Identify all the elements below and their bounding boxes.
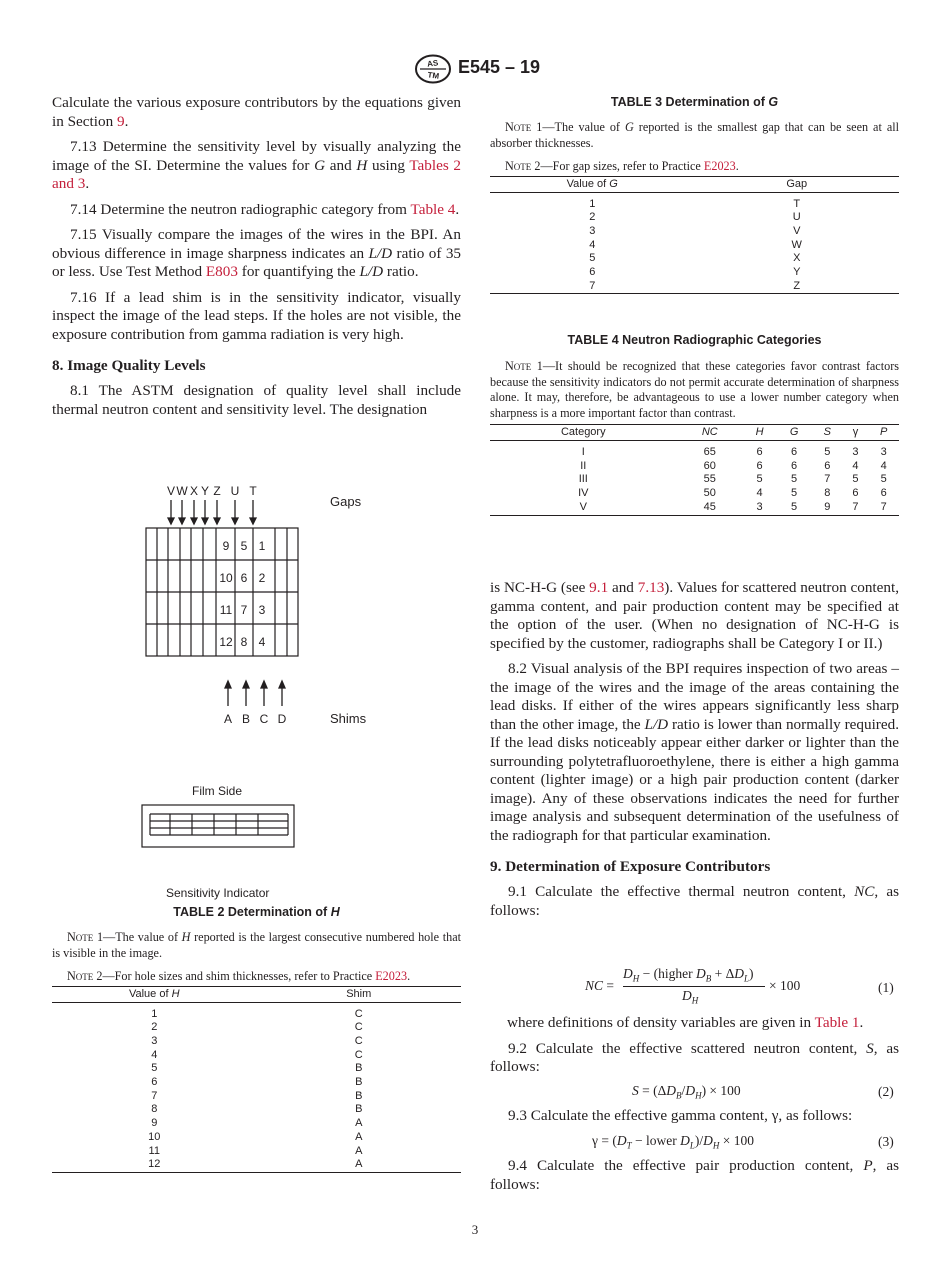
- table-row: [52, 1021, 461, 1035]
- table-header-row: [490, 425, 899, 441]
- table-row: [52, 1076, 461, 1090]
- table-4-body: [490, 441, 899, 516]
- gap-arrows: [168, 500, 256, 524]
- column-header: Shim: [257, 986, 462, 1002]
- table-cell: Z: [793, 279, 801, 292]
- e2023-link[interactable]: E2023: [703, 159, 736, 173]
- table-cell: 6: [824, 459, 831, 472]
- table-4-note-1: Note 1—It should be recognized that these categories favor contrast factors because the sensitivity indicators do not permit accurate determination of sharpness alone. It may, therefore, be advantageous to use a lower number category when sharpness is a more important factor than contrast.: [490, 359, 899, 420]
- table-4-link[interactable]: Table 4: [410, 200, 456, 218]
- table-cell: X: [793, 252, 801, 265]
- hole-number: 11: [219, 603, 233, 617]
- table-row: [490, 460, 899, 474]
- column-header: Category: [490, 425, 677, 441]
- column-header: γ: [843, 425, 869, 441]
- table-header-row: [52, 986, 461, 1002]
- e803-link[interactable]: E803: [205, 263, 238, 280]
- table-cell: 6: [791, 446, 798, 458]
- table-2-note-1: Note 1—The value of H reported is the largest consecutive numbered hole that is visible in the image.: [52, 930, 461, 960]
- table-cell: 60: [703, 459, 716, 472]
- hole-number: 6: [240, 571, 248, 585]
- table-row: [490, 252, 899, 266]
- astm-logo-icon: [414, 54, 452, 84]
- shims-label: Shims: [330, 711, 367, 726]
- hole-number: 1: [258, 539, 266, 553]
- table-cell: T: [793, 197, 801, 210]
- film-side-label: Film Side: [192, 784, 243, 798]
- table-3-body: [490, 192, 899, 294]
- paragraph-7-13: 7.13 Determine the sensitivity level by visually analyzing the image of the SI. Determine the values for G and H using Tables 2 and 3.: [52, 138, 461, 192]
- table-3-block: [490, 95, 899, 294]
- table-header-row: [490, 176, 899, 192]
- paragraph-7-14: 7.14 Determine the neutron radiographic category from Table 4.: [70, 200, 460, 218]
- gap-letter: X: [189, 484, 199, 498]
- table-cell: 5: [880, 473, 887, 486]
- table-cell: 4: [151, 1048, 158, 1061]
- table-cell: I: [581, 446, 585, 458]
- table-cell: B: [355, 1103, 363, 1116]
- table-cell: 3: [589, 224, 596, 237]
- paragraph-7-15: 7.15 Visually compare the images of the wires in the BPI. An obvious difference in image sharpness indicates an L/D ratio of 35 or less. Use Test Method E803 for quantifying the L/D ratio.: [52, 226, 462, 280]
- table-cell: 6: [756, 459, 763, 472]
- shim-letters: [224, 712, 287, 726]
- table-cell: 5: [791, 487, 798, 500]
- table-cell: 4: [852, 459, 859, 472]
- figure-caption: Sensitivity Indicator: [166, 886, 270, 900]
- equation-1: NC = $D_H$ − (higher $D_B + \Delta D_L$) $D_H$ × 100: [585, 966, 801, 1006]
- table-row: [490, 473, 899, 487]
- table-row: [52, 1131, 461, 1145]
- table-cell: 55: [703, 473, 716, 486]
- hole-number: 4: [258, 635, 266, 649]
- table-row: [52, 1049, 461, 1063]
- column-header: S: [812, 425, 843, 441]
- table-row: [490, 441, 899, 460]
- table-cell: 5: [151, 1062, 158, 1075]
- paragraph-7-16: 7.16 If a lead shim is in the sensitivity indicator, visually inspect the image of the lead steps. If the holes are not visible, the exposure contribution from gamma radiation is very high.: [52, 288, 461, 343]
- gap-letter: W: [176, 484, 188, 498]
- table-cell: 6: [151, 1076, 158, 1089]
- table-4-title: TABLE 4 Neutron Radiographic Categories: [567, 333, 822, 347]
- table-cell: W: [791, 238, 802, 251]
- paragraph-8-2: 8.2 Visual analysis of the BPI requires inspection of two areas – the image of the wires and the image of the areas containing the lead disks. If either of the wires appears significantly less sharp than the other image, the L/D ratio is lower than normally required. If the lead disks noticeably appear either darker or lighter than the surrounding polytetrafluoroethylene, there is either a high gamma content (lighter image) or a high pair production content (darker image). Any of these observations indicates the need for further image analysis and subsequent determination of the usefulness of the radiograph for that particular examination.: [490, 660, 899, 844]
- table-row: [52, 1090, 461, 1104]
- table-cell: 9: [151, 1117, 158, 1130]
- column-header: Gap: [695, 176, 900, 192]
- table-2-block: [52, 905, 461, 1173]
- column-header: G: [776, 425, 812, 441]
- table-cell: 11: [148, 1144, 160, 1157]
- table-cell: 45: [703, 500, 716, 513]
- section-8-heading: 8. Image Quality Levels: [52, 357, 206, 374]
- hole-number: 8: [240, 635, 248, 649]
- table-row: [490, 266, 899, 280]
- table-cell: 10: [148, 1130, 161, 1143]
- table-2: [52, 986, 461, 1173]
- paragraph-9-2: 9.2 Calculate the effective scattered neutron content, S, as follows:: [490, 1039, 899, 1075]
- document-designation: E545 – 19: [458, 57, 541, 77]
- hole-number: 9: [222, 539, 230, 553]
- section-7-13-link[interactable]: 7.13: [637, 579, 665, 596]
- table-row: [490, 225, 899, 239]
- table-cell: 5: [791, 500, 798, 513]
- sensitivity-indicator-figure: [140, 478, 400, 908]
- table-row: [490, 239, 899, 253]
- table-cell: 3: [852, 446, 859, 458]
- table-cell: A: [355, 1158, 363, 1171]
- table-cell: 4: [589, 238, 596, 251]
- table-2-note-2: Note 2—For hole sizes and shim thicknesses, refer to Practice E2023.: [67, 969, 411, 983]
- section-9-heading: 9. Determination of Exposure Contributors: [490, 858, 771, 875]
- table-cell: 6: [852, 487, 859, 500]
- table-cell: IV: [578, 487, 589, 500]
- table-2-body: [52, 1002, 461, 1172]
- tables-2-3-link[interactable]: Tables 2 and 3: [52, 156, 461, 192]
- paragraph-8-1: 8.1 The ASTM designation of quality level shall include thermal neutron content and sensitivity level. The designation: [52, 382, 461, 418]
- equation-2-number: (2): [878, 1084, 894, 1099]
- table-cell: 6: [756, 446, 763, 458]
- table-row: [52, 1117, 461, 1131]
- hole-number: 5: [240, 539, 248, 553]
- table-4-block: [490, 333, 899, 516]
- table-row: [490, 280, 899, 294]
- table-cell: 4: [880, 459, 887, 472]
- page-header: [0, 54, 950, 84]
- table-cell: A: [355, 1130, 363, 1143]
- table-cell: 5: [756, 473, 763, 486]
- svg-text:TM: TM: [426, 70, 440, 81]
- table-cell: C: [354, 1034, 363, 1047]
- hole-number: 10: [219, 571, 233, 585]
- hole-numbers: [219, 539, 265, 649]
- table-row: [490, 487, 899, 501]
- gap-letter: T: [249, 484, 257, 498]
- table-3-title: TABLE 3 Determination of G: [610, 95, 779, 109]
- table-row: [52, 1035, 461, 1049]
- equation-1-where: where definitions of density variables are given in Table 1. 9.2 Calculate the effective scattered neutron content, S, as follows:: [490, 1014, 899, 1075]
- table-cell: 7: [852, 500, 859, 513]
- table-cell: 6: [791, 459, 798, 472]
- table-cell: 7: [880, 500, 887, 513]
- table-cell: 4: [756, 487, 763, 500]
- table-3: [490, 176, 899, 295]
- table-cell: 3: [880, 446, 887, 458]
- film-side-view: [142, 805, 294, 847]
- table-row: [52, 1103, 461, 1117]
- hole-number: 12: [219, 635, 233, 649]
- column-header: Value of H: [52, 986, 257, 1002]
- table-cell: 2: [151, 1021, 158, 1034]
- table-4: [490, 424, 899, 516]
- left-column: [52, 94, 461, 419]
- table-cell: 12: [148, 1158, 161, 1171]
- column-header: H: [743, 425, 776, 441]
- table-cell: 5: [589, 252, 596, 265]
- table-cell: 5: [791, 473, 798, 486]
- shim-letter: B: [241, 712, 251, 726]
- table-cell: B: [355, 1076, 363, 1089]
- shim-letter: D: [277, 712, 287, 726]
- table-row: [52, 1145, 461, 1159]
- table-cell: 2: [589, 211, 596, 224]
- section-9-link[interactable]: 9: [116, 112, 125, 130]
- table-cell: A: [355, 1144, 363, 1157]
- paragraph-7-12-continued: Calculate the various exposure contributors by the equations given in Section 9.: [52, 94, 461, 130]
- table-cell: 5: [852, 473, 859, 486]
- table-cell: 50: [703, 487, 716, 500]
- paragraph-9-4-block: [490, 1157, 899, 1194]
- table-row: [52, 1002, 461, 1021]
- table-row: [52, 1062, 461, 1076]
- table-cell: V: [579, 500, 587, 513]
- table-2-title: TABLE 2 Determination of H: [173, 905, 340, 919]
- equation-3-number: (3): [878, 1134, 894, 1149]
- table-cell: C: [354, 1048, 363, 1061]
- table-cell: C: [354, 1007, 363, 1020]
- equation-2: $S = (\Delta D_B/D_H) \times 100$: [632, 1083, 741, 1101]
- table-cell: 3: [151, 1034, 158, 1047]
- shim-letter: C: [259, 712, 269, 726]
- table-row: [490, 211, 899, 225]
- table-cell: 6: [589, 266, 596, 279]
- table-row: [490, 192, 899, 211]
- table-cell: B: [355, 1062, 363, 1075]
- svg-text:AS: AS: [426, 58, 439, 69]
- equation-3: $\gamma = (D_T$ − lower $D_L)/D_H \times 100$: [592, 1133, 754, 1151]
- column-header: P: [868, 425, 899, 441]
- gaps-label: Gaps: [330, 494, 362, 509]
- paragraph-9-3-block: [490, 1107, 899, 1126]
- hole-number: 7: [240, 603, 248, 617]
- table-cell: 7: [589, 279, 596, 292]
- right-column-text: [490, 579, 899, 920]
- section-9-1-link[interactable]: 9.1: [589, 579, 609, 596]
- table-cell: U: [792, 211, 801, 224]
- table-cell: Y: [793, 266, 801, 279]
- hole-number: 3: [258, 603, 266, 617]
- table-cell: 6: [880, 487, 887, 500]
- table-cell: 9: [824, 500, 831, 513]
- table-cell: 1: [151, 1007, 158, 1020]
- table-cell: 1: [589, 197, 596, 210]
- page-number: 3: [471, 1222, 479, 1237]
- table-cell: 8: [824, 487, 831, 500]
- column-header: Value of G: [490, 176, 695, 192]
- table-cell: 8: [151, 1103, 158, 1116]
- gap-letter: Y: [200, 484, 210, 498]
- paragraph-9-1: 9.1 Calculate the effective thermal neutron content, NC, as follows:: [490, 883, 899, 919]
- table-cell: III: [578, 473, 588, 486]
- table-cell: C: [354, 1021, 363, 1034]
- table-cell: 5: [824, 446, 831, 458]
- gap-letter: U: [230, 484, 240, 498]
- table-cell: II: [580, 459, 587, 472]
- table-3-note-2: Note 2—For gap sizes, refer to Practice E2023.: [505, 159, 739, 173]
- table-cell: 7: [824, 473, 831, 486]
- table-cell: A: [355, 1117, 363, 1130]
- table-cell: 7: [151, 1089, 158, 1102]
- table-cell: 65: [703, 446, 716, 458]
- table-1-link[interactable]: Table 1: [814, 1014, 860, 1031]
- table-row: [490, 501, 899, 515]
- table-3-note-1: Note 1—The value of G reported is the smallest gap that can be seen at all absorber thicknesses.: [490, 120, 900, 150]
- column-header: NC: [677, 425, 743, 441]
- equation-1-number: (1): [878, 980, 894, 995]
- gap-letter: Z: [213, 484, 221, 498]
- table-cell: V: [793, 224, 801, 237]
- gap-letter: V: [166, 484, 176, 498]
- hole-number: 2: [258, 571, 266, 585]
- shim-arrows: [225, 681, 285, 706]
- paragraph-9-4: 9.4 Calculate the effective pair production content, P, as follows:: [490, 1157, 899, 1193]
- paragraph-8-1-continued: is NC-H-G (see 9.1 and 7.13). Values for scattered neutron content, gamma content, and pair production content may be specified at the option of the user. (When no designation of NC-H-G is specified by the customer, radiographs shall be Category I or II.): [490, 579, 899, 652]
- table-cell: 3: [756, 500, 763, 513]
- paragraph-9-3: 9.3 Calculate the effective gamma content, γ, as follows:: [508, 1107, 853, 1124]
- shim-letter: A: [223, 712, 233, 726]
- table-row: [52, 1158, 461, 1172]
- e2023-link[interactable]: E2023: [375, 969, 408, 983]
- gap-letters: [167, 484, 257, 498]
- table-cell: B: [355, 1089, 363, 1102]
